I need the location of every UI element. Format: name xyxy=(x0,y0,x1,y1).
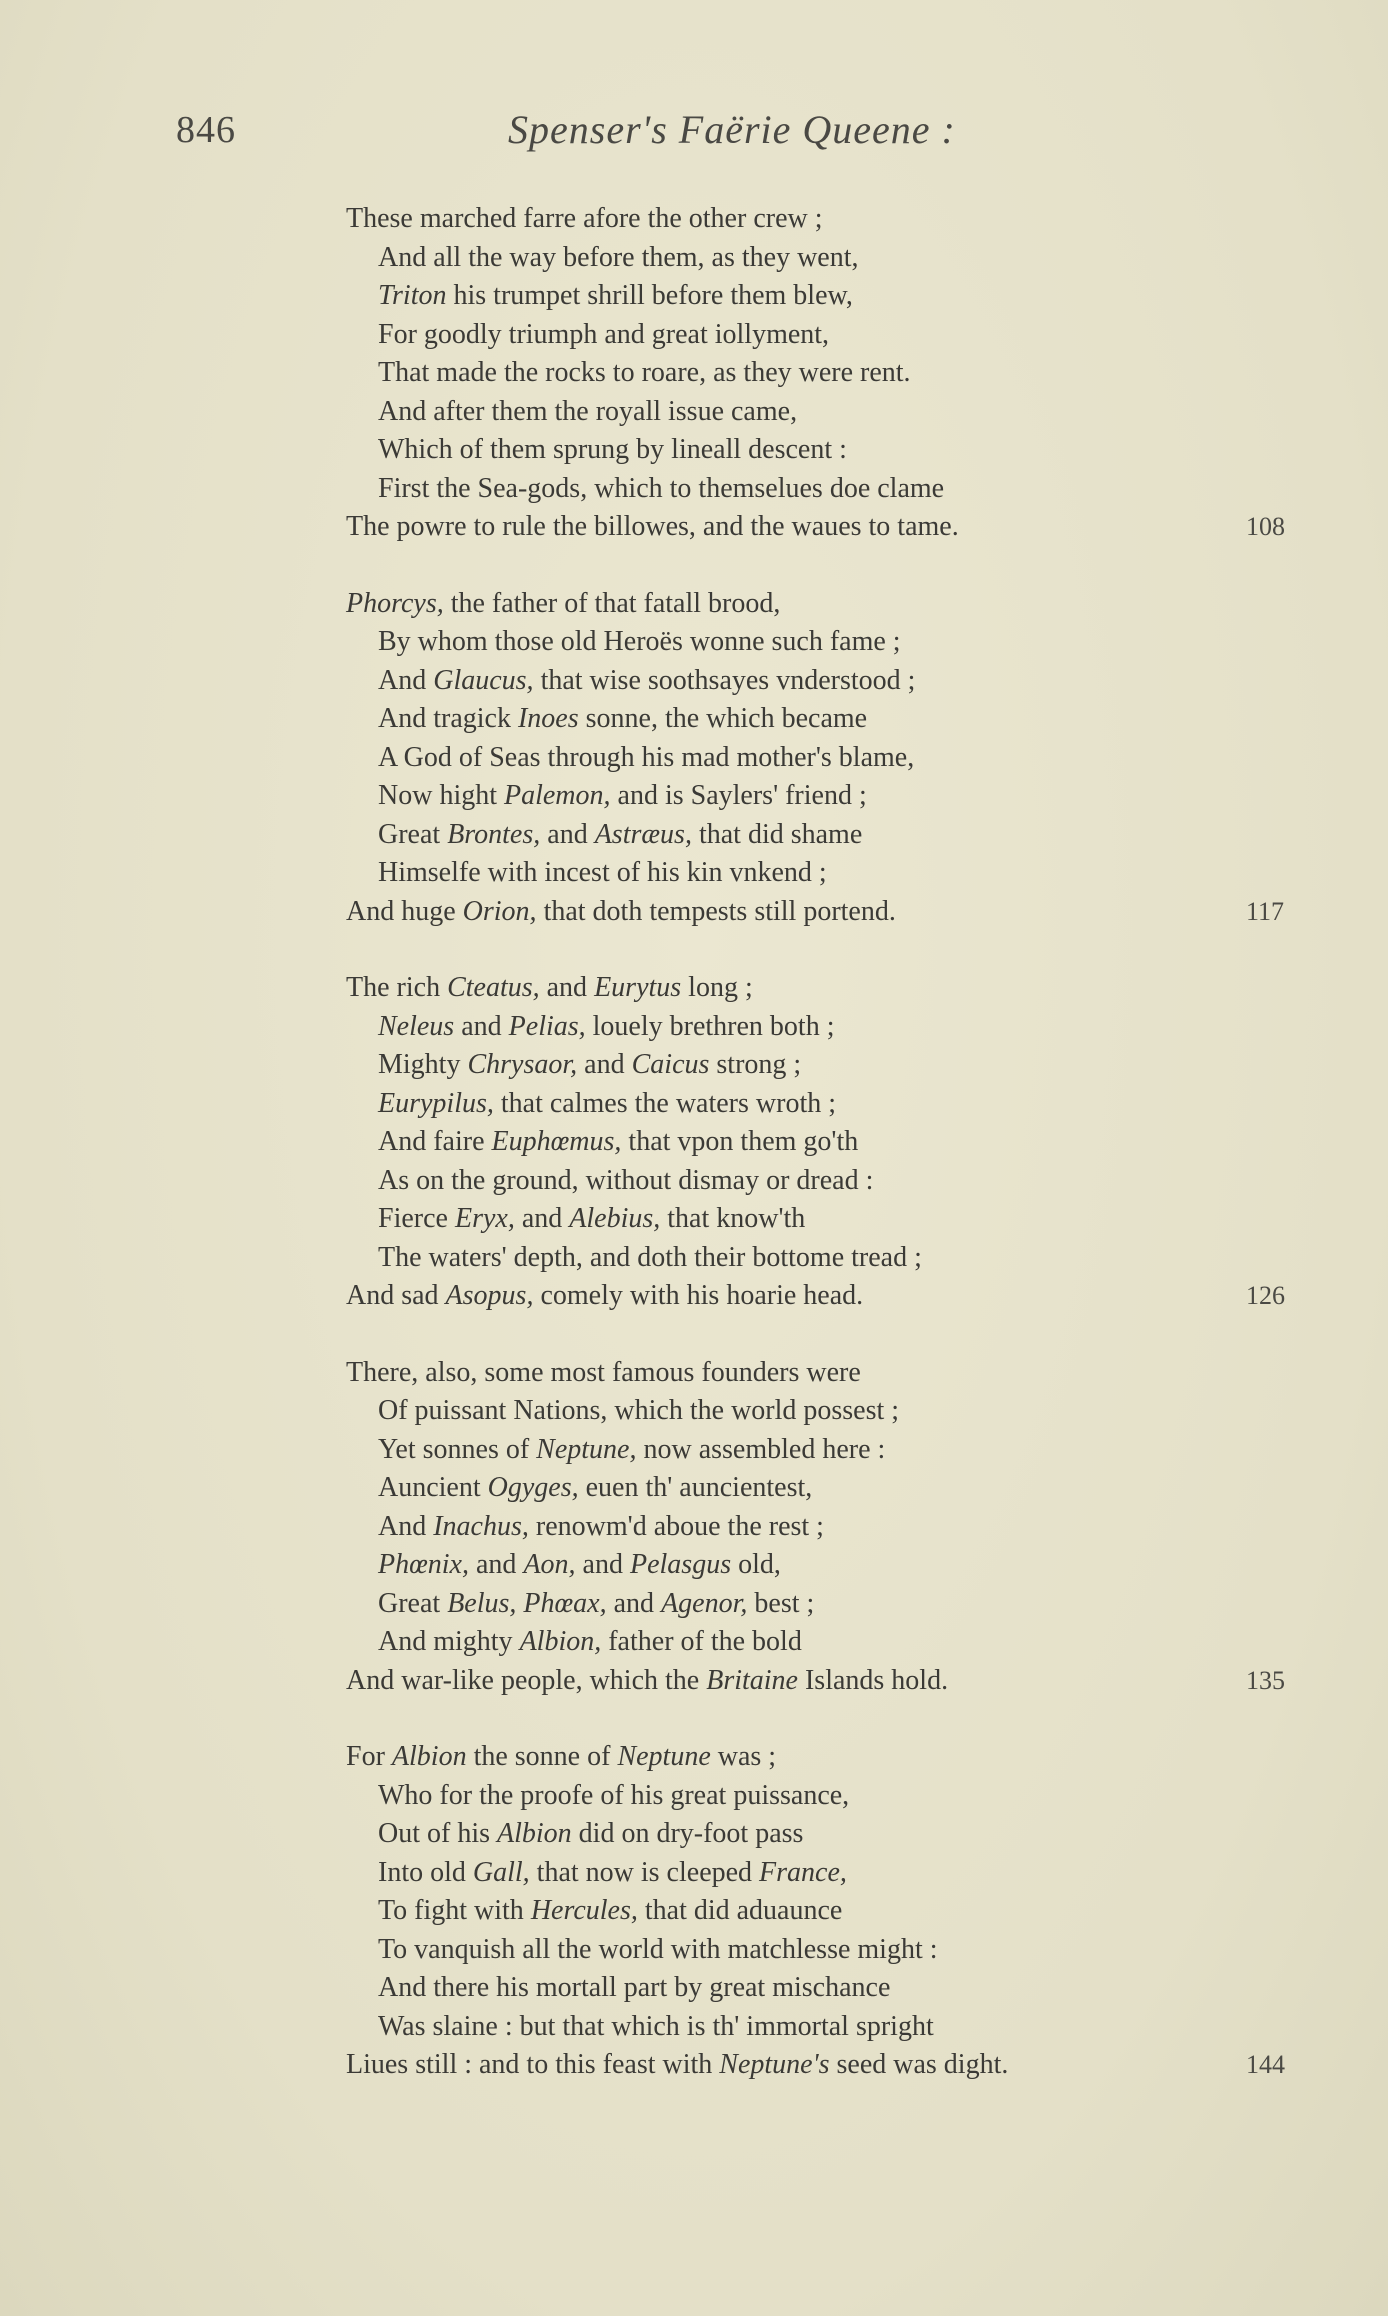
italic-name: Palemon, xyxy=(504,780,611,811)
verse-text: Which of them sprung by lineall descent : xyxy=(378,434,847,465)
verse-line xyxy=(0,1738,1388,1777)
italic-name: Gall, xyxy=(472,1856,530,1888)
verse-line xyxy=(0,1008,1388,1047)
verse-line xyxy=(0,1431,1388,1470)
verse-text: Great xyxy=(378,818,448,850)
line-number: 108 xyxy=(1246,512,1285,541)
verse-line-text xyxy=(378,1585,814,1624)
verse-text: renowm'd aboue the rest ; xyxy=(528,1510,824,1542)
verse-line xyxy=(0,1123,1388,1162)
verse-text: and xyxy=(575,1549,630,1580)
verse-line-text xyxy=(378,1392,899,1431)
verse-line xyxy=(0,1354,1388,1393)
verse-text: And xyxy=(378,1510,434,1542)
verse-text: And huge xyxy=(346,895,463,927)
italic-name: Asopus, xyxy=(445,1280,534,1311)
verse-line-text xyxy=(346,893,896,932)
verse-text: Mighty xyxy=(378,1049,468,1080)
verse-line xyxy=(0,316,1388,355)
line-number: 135 xyxy=(1246,1665,1285,1695)
italic-name: Caicus xyxy=(631,1049,710,1080)
verse-line xyxy=(0,1392,1388,1431)
verse-line-text xyxy=(378,1469,812,1508)
verse-line-text xyxy=(378,393,797,432)
stanza xyxy=(0,1738,1388,2085)
verse-text: that doth tempests still portend. xyxy=(536,895,896,927)
verse-line xyxy=(0,239,1388,278)
italic-name: Astræus, xyxy=(594,818,692,850)
italic-name: Phœnix, xyxy=(378,1549,469,1580)
verse-line-text xyxy=(378,700,867,739)
verse-text: his trumpet shrill before them blew, xyxy=(446,280,853,311)
verse-text: that calmes the waters wroth ; xyxy=(493,1087,837,1119)
verse-line xyxy=(0,1662,1388,1701)
italic-name: Alebius, xyxy=(569,1203,661,1234)
verse-text: sonne, the which became xyxy=(578,703,868,734)
verse-text: that vpon them go'th xyxy=(621,1126,859,1157)
italic-name: Inachus, xyxy=(433,1510,529,1542)
verse-line xyxy=(0,662,1388,701)
verse-line xyxy=(0,1085,1388,1124)
verse-line xyxy=(0,354,1388,393)
verse-text: long ; xyxy=(681,972,753,1003)
italic-name: Phorcys, xyxy=(346,587,444,619)
verse-text: Islands hold. xyxy=(797,1664,949,1696)
verse-text: And after them the royall issue came, xyxy=(378,395,798,427)
verse-line-text xyxy=(346,1354,861,1393)
verse-text: and xyxy=(454,1010,509,1042)
verse-text: Liues still : and to this feast with xyxy=(346,2049,720,2080)
verse-line-text xyxy=(378,662,915,701)
stanza xyxy=(0,969,1388,1316)
italic-name: Orion, xyxy=(462,895,537,927)
verse-text: Auncient xyxy=(378,1472,488,1503)
verse-line-text xyxy=(346,585,780,624)
verse-line xyxy=(0,777,1388,816)
verse-line-text xyxy=(378,1623,802,1662)
italic-name: Eurypilus, xyxy=(378,1087,494,1119)
verse-line xyxy=(0,816,1388,855)
verse-text: and xyxy=(540,818,595,850)
italic-name: Brontes, xyxy=(447,818,541,850)
page-number: 846 xyxy=(176,109,236,151)
italic-name: Agenor, xyxy=(661,1587,748,1619)
verse-line xyxy=(0,2008,1388,2047)
italic-name: Eurytus xyxy=(594,972,682,1003)
italic-name: Pelasgus xyxy=(629,1549,732,1580)
verse-text: Was slaine : but that which is th' immortal spright xyxy=(378,2010,934,2042)
verse-text: Now hight xyxy=(378,780,504,811)
verse-line xyxy=(0,2046,1388,2085)
verse-line xyxy=(0,1046,1388,1085)
verse-line-text xyxy=(378,1892,842,1931)
verse-text: that did aduaunce xyxy=(637,1895,843,1926)
italic-name: Pelias, xyxy=(508,1010,586,1042)
poem-body xyxy=(0,200,1388,2123)
verse-text: seed was dight. xyxy=(829,2049,1009,2080)
verse-text: was ; xyxy=(710,1741,777,1772)
verse-line xyxy=(0,1969,1388,2008)
italic-name: Ogyges, xyxy=(487,1472,579,1503)
verse-text: father of the bold xyxy=(601,1626,802,1657)
italic-name: Eryx, xyxy=(454,1203,515,1234)
verse-text: that wise soothsayes vnderstood ; xyxy=(533,664,916,696)
verse-text: And xyxy=(378,664,434,696)
italic-name: Glaucus, xyxy=(433,664,534,696)
verse-text: To vanquish all the world with matchlesse might : xyxy=(378,1933,938,1965)
italic-name: Neptune's xyxy=(719,2049,830,2080)
verse-line-text xyxy=(378,1931,938,1970)
italic-name: Aon, xyxy=(523,1549,576,1580)
verse-line-text xyxy=(378,816,862,855)
stanza xyxy=(0,1354,1388,1701)
verse-text: Yet sonnes of xyxy=(378,1433,537,1465)
verse-line-text xyxy=(378,1085,836,1124)
verse-line-text xyxy=(378,470,944,509)
verse-text: comely with his hoarie head. xyxy=(533,1280,864,1311)
verse-line xyxy=(0,1277,1388,1316)
stanza xyxy=(0,200,1388,547)
verse-text: and xyxy=(514,1203,570,1234)
verse-text: euen th' auncientest, xyxy=(578,1472,813,1503)
verse-line xyxy=(0,854,1388,893)
stanza xyxy=(0,585,1388,932)
verse-line xyxy=(0,431,1388,470)
verse-text: and xyxy=(469,1549,524,1580)
running-title: Spenser's Faërie Queene : xyxy=(508,107,956,152)
italic-name: Triton xyxy=(378,280,447,311)
verse-line xyxy=(0,893,1388,932)
verse-text: louely brethren both ; xyxy=(585,1010,835,1042)
verse-line-text xyxy=(378,316,829,355)
verse-line-text xyxy=(378,1508,824,1547)
verse-text: that know'th xyxy=(660,1203,806,1234)
verse-line-text xyxy=(346,1738,776,1777)
italic-name: Euphœmus, xyxy=(491,1126,622,1157)
verse-line-text xyxy=(378,2008,934,2047)
verse-text: and xyxy=(577,1049,632,1080)
verse-text: the father of that fatall brood, xyxy=(443,587,781,619)
italic-name: Britaine xyxy=(706,1664,798,1696)
verse-text: strong ; xyxy=(709,1049,802,1080)
verse-line-text xyxy=(378,1239,922,1278)
verse-text: Of puissant Nations, which the world possest ; xyxy=(378,1395,900,1426)
italic-name: Chrysaor, xyxy=(467,1049,578,1080)
italic-name: Belus, xyxy=(447,1587,517,1619)
verse-line xyxy=(0,1162,1388,1201)
italic-name: Neleus xyxy=(378,1010,455,1042)
verse-text: Out of his xyxy=(378,1818,497,1849)
verse-line-text xyxy=(378,277,853,316)
italic-name: Albion xyxy=(391,1741,467,1772)
verse-text: First the Sea-gods, which to themselues doe clame xyxy=(378,472,945,504)
verse-text: And mighty xyxy=(378,1626,520,1657)
verse-line-text xyxy=(346,508,959,547)
italic-name: Cteatus, xyxy=(447,972,540,1003)
verse-line xyxy=(0,700,1388,739)
verse-line-text xyxy=(346,969,753,1008)
verse-line-text xyxy=(378,1431,885,1470)
verse-line-text xyxy=(346,1662,948,1701)
verse-line xyxy=(0,1469,1388,1508)
verse-text: To fight with xyxy=(378,1895,531,1926)
verse-line-text xyxy=(378,623,901,662)
verse-line xyxy=(0,1546,1388,1585)
verse-line-text xyxy=(378,739,914,778)
verse-line-text xyxy=(378,1854,847,1893)
verse-line xyxy=(0,1777,1388,1816)
verse-line xyxy=(0,200,1388,239)
verse-line-text xyxy=(378,354,911,393)
verse-line xyxy=(0,1623,1388,1662)
verse-text: There, also, some most famous founders were xyxy=(346,1356,861,1388)
verse-line xyxy=(0,508,1388,547)
italic-name: Hercules, xyxy=(530,1895,638,1926)
verse-text: For goodly triumph and great iollyment, xyxy=(378,318,830,350)
verse-text: did on dry-foot pass xyxy=(571,1818,804,1849)
verse-text: And there his mortall part by great mischance xyxy=(378,1972,891,2003)
italic-name: Phœax, xyxy=(523,1587,607,1619)
verse-text: The waters' depth, and doth their bottome tread ; xyxy=(378,1241,922,1273)
verse-line-text xyxy=(378,1969,890,2008)
verse-text: the sonne of xyxy=(466,1741,618,1772)
verse-text: Fierce xyxy=(378,1203,455,1234)
verse-line xyxy=(0,1815,1388,1854)
verse-line xyxy=(0,1892,1388,1931)
verse-line-text xyxy=(378,1200,805,1239)
verse-line xyxy=(0,470,1388,509)
verse-text: By whom those old Heroës wonne such fame ; xyxy=(378,626,901,657)
verse-line xyxy=(0,1200,1388,1239)
verse-line xyxy=(0,1854,1388,1893)
verse-text: And faire xyxy=(378,1126,492,1157)
verse-line-text xyxy=(378,1162,873,1201)
verse-text: and is Saylers' friend ; xyxy=(610,780,867,811)
verse-text: Who for the proofe of his great puissance, xyxy=(378,1779,850,1811)
verse-text: And tragick xyxy=(378,703,518,734)
verse-line-text xyxy=(378,1046,801,1085)
verse-line-text xyxy=(378,1123,858,1162)
verse-text: And all the way before them, as they went, xyxy=(378,241,859,273)
verse-line xyxy=(0,277,1388,316)
verse-text: Great xyxy=(378,1587,448,1619)
line-number: 144 xyxy=(1246,2050,1285,2079)
verse-line xyxy=(0,1508,1388,1547)
line-number: 126 xyxy=(1246,1281,1285,1310)
verse-text: And war-like people, which the xyxy=(346,1664,707,1696)
running-head xyxy=(0,100,1388,160)
verse-text: As on the ground, without dismay or dread : xyxy=(378,1164,874,1196)
verse-line-text xyxy=(378,777,867,816)
verse-text: that did shame xyxy=(691,818,863,850)
verse-line xyxy=(0,1585,1388,1624)
verse-text: and xyxy=(539,972,595,1003)
verse-line-text xyxy=(346,1277,863,1316)
verse-line xyxy=(0,739,1388,778)
italic-name: France, xyxy=(759,1856,847,1888)
italic-name: Albion, xyxy=(519,1626,602,1657)
verse-line xyxy=(0,1931,1388,1970)
verse-line-text xyxy=(378,854,827,893)
verse-text: That made the rocks to roare, as they were rent. xyxy=(378,357,911,388)
verse-text: that now is cleeped xyxy=(529,1856,760,1888)
verse-line xyxy=(0,585,1388,624)
verse-text: A God of Seas through his mad mother's blame, xyxy=(378,741,915,773)
verse-text: And sad xyxy=(346,1280,446,1311)
verse-line xyxy=(0,393,1388,432)
verse-text: The rich xyxy=(346,972,448,1003)
verse-line-text xyxy=(378,1815,803,1854)
verse-line xyxy=(0,1239,1388,1278)
verse-line-text xyxy=(378,431,847,470)
verse-line-text xyxy=(346,2046,1008,2085)
verse-text: The powre to rule the billowes, and the waues to tame. xyxy=(346,511,959,542)
verse-text: For xyxy=(346,1741,392,1772)
verse-line xyxy=(0,969,1388,1008)
verse-line xyxy=(0,623,1388,662)
verse-line-text xyxy=(378,1777,849,1816)
verse-text: These marched farre afore the other crew ; xyxy=(346,203,823,234)
italic-name: Albion xyxy=(497,1818,572,1849)
italic-name: Inoes xyxy=(517,703,579,734)
italic-name: Neptune, xyxy=(536,1433,637,1465)
verse-text: old, xyxy=(731,1549,781,1580)
verse-text: now assembled here : xyxy=(636,1433,886,1465)
line-number: 117 xyxy=(1246,896,1285,926)
verse-text: and xyxy=(606,1587,662,1619)
verse-text: Himselfe with incest of his kin vnkend ; xyxy=(378,857,827,888)
verse-line-text xyxy=(378,239,859,278)
verse-line-text xyxy=(378,1008,834,1047)
italic-name: Neptune xyxy=(617,1741,711,1772)
verse-line-text xyxy=(346,200,823,239)
verse-text: Into old xyxy=(378,1856,473,1888)
verse-line-text xyxy=(378,1546,781,1585)
verse-text: best ; xyxy=(747,1587,815,1619)
